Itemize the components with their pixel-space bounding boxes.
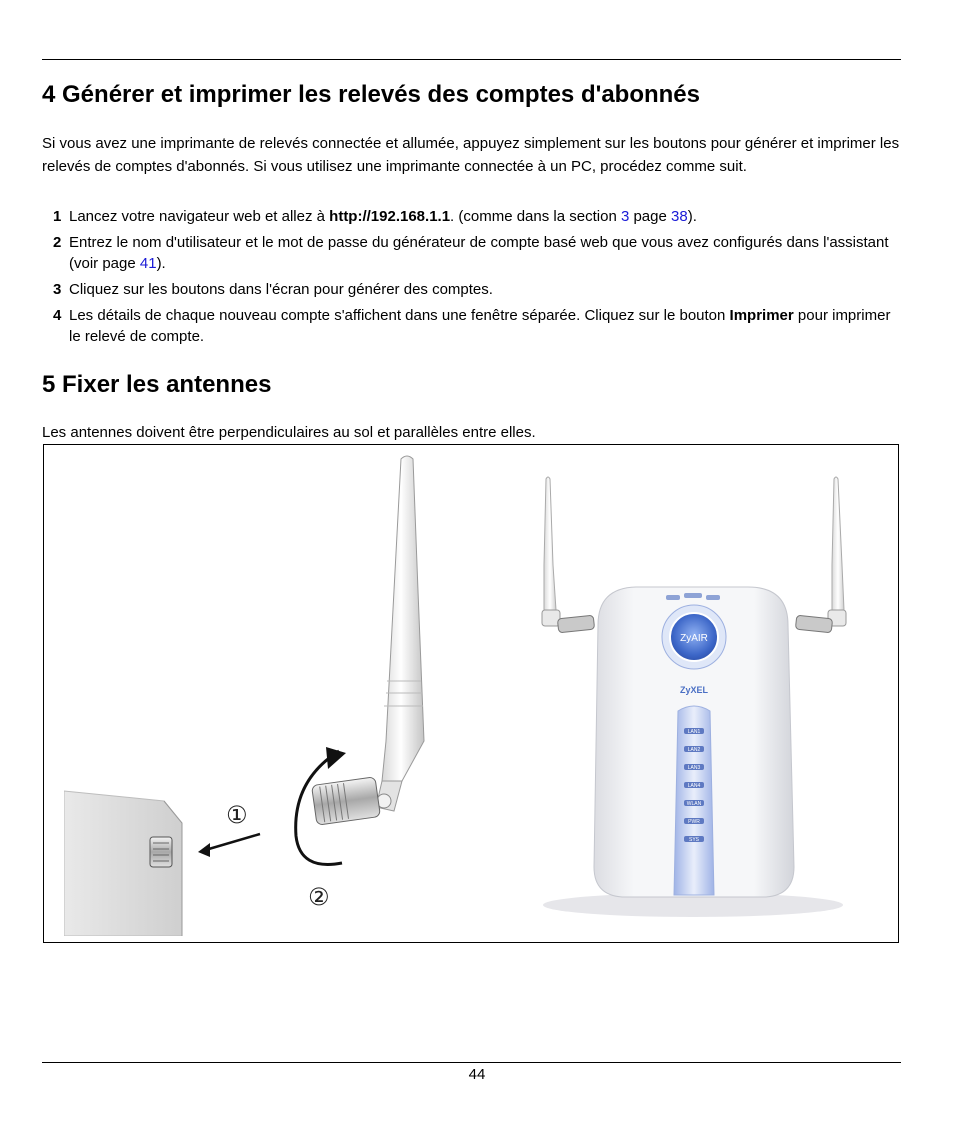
page-link[interactable]: 38 <box>671 208 688 225</box>
step-number: 3 <box>53 281 62 298</box>
step-number: 4 <box>53 307 62 324</box>
antenna-attach-illustration <box>64 451 429 936</box>
led-sys: SYS <box>688 837 700 843</box>
led-lan4: LAN4 <box>687 783 701 789</box>
step-4: 4 Les détails de chaque nouveau compte s'affichent dans une fenêtre séparée. Cliquez sur le bouton Imprimer pour imprimer le relevé de compte. <box>53 307 891 345</box>
print-button-label: Imprimer <box>729 307 794 324</box>
page-link[interactable]: 41 <box>139 255 157 272</box>
led-lan3: LAN3 <box>687 765 701 771</box>
footer-rule <box>42 1062 901 1063</box>
section-4-intro: Si vous avez une imprimante de relevés connectée et allumée, appuyez simplement sur les boutons pour générer et imprimer les relevés de comptes d'abonnés. Si vous utilisez une imprimante connectée à un PC, procédez comme suit. <box>42 135 900 175</box>
antenna-figure <box>43 444 899 943</box>
zyair-badge-text: ZyAIR <box>680 633 708 644</box>
router-photo <box>538 475 868 920</box>
led-pwr: PWR <box>688 819 700 825</box>
steps-list <box>42 206 902 352</box>
step-1-marker: ① <box>226 801 248 829</box>
section-link[interactable]: 3 <box>620 208 630 225</box>
header-rule <box>42 59 901 60</box>
step-number: 1 <box>53 208 62 225</box>
led-lan2: LAN2 <box>687 747 701 753</box>
step-1: 1 Lancez votre navigateur web et allez à http://192.168.1.1. (comme dans la section 3 page 38). <box>53 208 697 225</box>
page-number: 44 <box>468 1066 486 1083</box>
step-2-marker: ② <box>308 883 330 911</box>
step-number: 2 <box>53 234 62 251</box>
step-3: 3 Cliquez sur les boutons dans l'écran pour générer des comptes. <box>53 281 493 298</box>
section-4-title: 4 Générer et imprimer les relevés des comptes d'abonnés <box>42 81 700 108</box>
router-url: http://192.168.1.1 <box>329 208 451 225</box>
step-2: 2 Entrez le nom d'utilisateur et le mot de passe du générateur de compte basé web que vous avez configurés dans l'assistant (voir page 41). <box>53 234 889 272</box>
section-5-text: Les antennes doivent être perpendiculaires au sol et parallèles entre elles. <box>42 424 536 441</box>
brand-logo: ZyXEL <box>679 685 709 695</box>
led-wlan: WLAN <box>686 801 702 807</box>
section-5-title: 5 Fixer les antennes <box>42 371 272 398</box>
led-lan1: LAN1 <box>687 729 701 735</box>
